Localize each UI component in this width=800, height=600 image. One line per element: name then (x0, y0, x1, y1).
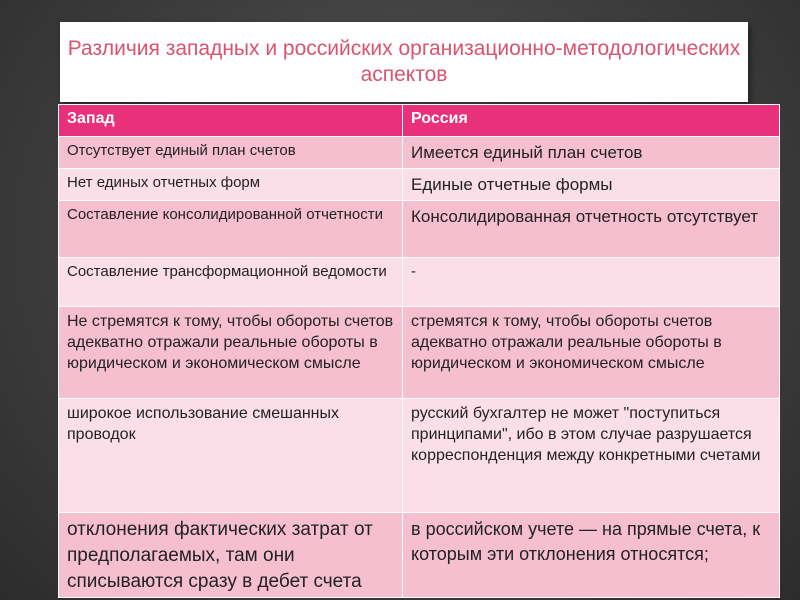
cell-west: Нет единых отчетных форм (59, 169, 403, 201)
cell-russia: Консолидированная отчетность отсутствует (403, 201, 780, 258)
cell-russia: стремятся к тому, чтобы обороты счетов адекватно отражали реальные обороты в юридическом и экономическом смысле (403, 307, 780, 399)
cell-west: Составление консолидированной отчетности (59, 201, 403, 258)
table-row (59, 307, 780, 399)
header-west: Запад (59, 105, 403, 137)
table-header-row (59, 105, 780, 137)
table-row (59, 201, 780, 258)
header-russia: Россия (403, 105, 780, 137)
cell-russia: Единые отчетные формы (403, 169, 780, 201)
title-card (60, 22, 748, 102)
table-row (59, 399, 780, 513)
cell-west: Отсутствует единый план счетов (59, 137, 403, 169)
table-row (59, 169, 780, 201)
table-row (59, 258, 780, 307)
slide-title: Различия западных и российских организационно-методологических аспектов (67, 37, 741, 86)
cell-west: Не стремятся к тому, чтобы обороты счетов адекватно отражали реальные обороты в юридическом и экономическом смысле (59, 307, 403, 399)
cell-russia: в российском учете — на прямые счета, к которым эти отклонения относятся; (403, 513, 780, 598)
comparison-table (58, 104, 780, 598)
cell-russia: - (403, 258, 780, 307)
cell-russia: Имеется единый план счетов (403, 137, 780, 169)
cell-west: отклонения фактических затрат от предполагаемых, там они списываются сразу в дебет счета (59, 513, 403, 598)
cell-west: Составление трансформационной ведомости (59, 258, 403, 307)
table-row (59, 513, 780, 598)
cell-west: широкое использование смешанных проводок (59, 399, 403, 513)
cell-russia: русский бухгалтер не может "поступиться принципами", ибо в этом случае разрушается корреспонденция между конкретными счетами (403, 399, 780, 513)
table-row (59, 137, 780, 169)
